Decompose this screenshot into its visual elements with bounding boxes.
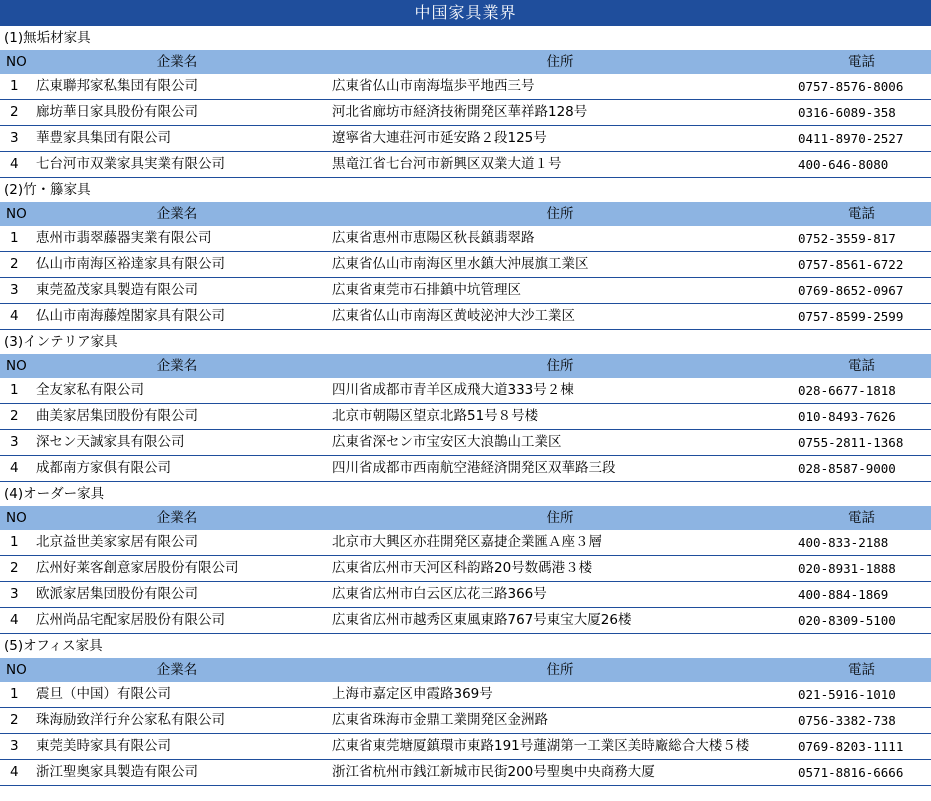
cell-no: 3: [10, 282, 19, 298]
header-address: 住所: [546, 510, 574, 526]
cell-address: 広東省東莞市石排鎮中坑管理区: [332, 282, 521, 298]
table-header: [0, 506, 931, 530]
cell-company: 欧派家居集団股份有限公司: [36, 586, 198, 602]
cell-phone: 0757-8599-2599: [798, 309, 904, 324]
table-row: [0, 100, 931, 126]
section-label: (4)オーダー家具: [0, 482, 931, 506]
cell-no: 2: [10, 256, 19, 272]
header-company: 企業名: [156, 662, 198, 678]
cell-company: 恵州市翡翠藤器実業有限公司: [36, 230, 212, 246]
cell-company: 広州好莱客創意家居股份有限公司: [36, 560, 239, 576]
cell-address: 広東省広州市白云区広花三路366号: [332, 586, 547, 602]
header-company: 企業名: [156, 206, 198, 222]
cell-no: 1: [10, 686, 19, 702]
table-row: [0, 556, 931, 582]
cell-no: 2: [10, 408, 19, 424]
cell-phone: 0752-3559-817: [798, 231, 896, 246]
cell-address: 広東省珠海市金鼎工業開発区金洲路: [332, 712, 548, 728]
cell-no: 1: [10, 382, 19, 398]
header-no: NO: [6, 510, 27, 526]
table-row: [0, 708, 931, 734]
header-address: 住所: [546, 54, 574, 70]
page-title: 中国家具業界: [0, 0, 931, 26]
cell-company: 東莞美時家具有限公司: [36, 738, 171, 754]
cell-address: 上海市嘉定区申霞路369号: [332, 686, 493, 702]
cell-no: 4: [10, 460, 19, 476]
table-row: [0, 278, 931, 304]
header-phone: 電話: [848, 358, 875, 374]
header-no: NO: [6, 206, 27, 222]
cell-phone: 020-8931-1888: [798, 561, 896, 576]
table-row: [0, 608, 931, 634]
cell-company: 広州尚品宅配家居股份有限公司: [36, 612, 225, 628]
cell-no: 2: [10, 560, 19, 576]
table-row: [0, 126, 931, 152]
section: [0, 26, 931, 178]
header-company: 企業名: [156, 358, 198, 374]
cell-address: 四川省成都市青羊区成飛大道333号２棟: [332, 382, 574, 398]
table-row: [0, 760, 931, 786]
cell-phone: 028-6677-1818: [798, 383, 896, 398]
cell-phone: 0757-8561-6722: [798, 257, 904, 272]
cell-company: 七台河市双業家具実業有限公司: [36, 156, 225, 172]
table-row: [0, 430, 931, 456]
cell-no: 4: [10, 156, 19, 172]
table-row: [0, 252, 931, 278]
cell-company: 深セン天誠家具有限公司: [36, 434, 185, 450]
cell-phone: 0769-8203-1111: [798, 739, 904, 754]
cell-no: 3: [10, 434, 19, 450]
cell-no: 2: [10, 104, 19, 120]
cell-no: 2: [10, 712, 19, 728]
cell-company: 北京益世美家家居有限公司: [36, 534, 198, 550]
cell-address: 広東省深セン市宝安区大浪鵲山工業区: [332, 434, 562, 450]
cell-address: 浙江省杭州市銭江新城市民街200号聖奥中央商務大厦: [332, 764, 655, 780]
table-row: [0, 404, 931, 430]
table-header: [0, 354, 931, 378]
cell-address: 広東省仏山市南海塩歩平地西三号: [332, 78, 535, 94]
cell-phone: 020-8309-5100: [798, 613, 896, 628]
section-label: (3)インテリア家具: [0, 330, 931, 354]
table-row: [0, 456, 931, 482]
cell-company: 曲美家居集団股份有限公司: [36, 408, 198, 424]
header-no: NO: [6, 54, 27, 70]
table-row: [0, 152, 931, 178]
section: [0, 178, 931, 330]
cell-phone: 010-8493-7626: [798, 409, 896, 424]
header-phone: 電話: [848, 206, 875, 222]
cell-address: 広東省広州市天河区科韵路20号数碼港３楼: [332, 560, 593, 576]
header-address: 住所: [546, 662, 574, 678]
cell-phone: 0316-6089-358: [798, 105, 896, 120]
header-address: 住所: [546, 358, 574, 374]
cell-phone: 028-8587-9000: [798, 461, 896, 476]
cell-phone: 400-646-8080: [798, 157, 889, 172]
section-label: (1)無垢材家具: [0, 26, 931, 50]
table-row: [0, 378, 931, 404]
cell-address: 黒竜江省七台河市新興区双業大道１号: [332, 156, 562, 172]
cell-no: 4: [10, 612, 19, 628]
cell-company: 浙江聖奥家具製造有限公司: [36, 764, 198, 780]
table-row: [0, 226, 931, 252]
cell-address: 北京市朝陽区望京北路51号８号楼: [332, 408, 539, 424]
table-header: [0, 202, 931, 226]
header-phone: 電話: [848, 54, 875, 70]
cell-company: 成都南方家俱有限公司: [36, 460, 171, 476]
cell-company: 震旦（中国）有限公司: [36, 686, 171, 702]
section: [0, 482, 931, 634]
cell-no: 3: [10, 738, 19, 754]
section: [0, 634, 931, 786]
header-address: 住所: [546, 206, 574, 222]
header-phone: 電話: [848, 662, 875, 678]
cell-address: 四川省成都市西南航空港経済開発区双華路三段: [332, 460, 616, 476]
cell-company: 華豊家具集団有限公司: [36, 130, 171, 146]
table-row: [0, 582, 931, 608]
cell-address: 北京市大興区亦荘開発区嘉捷企業匯Ａ座３層: [332, 534, 602, 550]
cell-company: 廊坊華日家具股份有限公司: [36, 104, 198, 120]
cell-no: 4: [10, 308, 19, 324]
cell-phone: 0411-8970-2527: [798, 131, 904, 146]
cell-address: 河北省廊坊市経済技術開発区華祥路128号: [332, 104, 588, 120]
cell-no: 3: [10, 130, 19, 146]
directory-table: [0, 26, 931, 786]
section: [0, 330, 931, 482]
cell-company: 全友家私有限公司: [36, 382, 144, 398]
table-row: [0, 74, 931, 100]
cell-no: 4: [10, 764, 19, 780]
cell-phone: 0769-8652-0967: [798, 283, 904, 298]
table-row: [0, 734, 931, 760]
cell-phone: 0757-8576-8006: [798, 79, 904, 94]
cell-address: 広東省仏山市南海区黄岐泌沖大沙工業区: [332, 308, 575, 324]
cell-company: 仏山市南海藤煌閣家具有限公司: [36, 308, 225, 324]
cell-no: 1: [10, 78, 19, 94]
table-header: [0, 50, 931, 74]
section-label: (5)オフィス家具: [0, 634, 931, 658]
table-row: [0, 530, 931, 556]
cell-phone: 0571-8816-6666: [798, 765, 904, 780]
cell-address: 広東省東莞塘厦鎮環市東路191号蓮湖第一工業区美時廠総合大楼５楼: [332, 738, 750, 754]
header-phone: 電話: [848, 510, 875, 526]
header-company: 企業名: [156, 510, 198, 526]
section-label: (2)竹・籐家具: [0, 178, 931, 202]
cell-address: 広東省恵州市恵陽区秋長鎮翡翠路: [332, 230, 535, 246]
cell-company: 仏山市南海区裕達家具有限公司: [36, 256, 225, 272]
cell-phone: 400-833-2188: [798, 535, 889, 550]
cell-company: 広東聯邦家私集団有限公司: [36, 78, 198, 94]
cell-company: 珠海励致洋行弁公家私有限公司: [36, 712, 225, 728]
header-company: 企業名: [156, 54, 198, 70]
header-no: NO: [6, 358, 27, 374]
cell-phone: 0755-2811-1368: [798, 435, 904, 450]
cell-phone: 400-884-1869: [798, 587, 889, 602]
cell-address: 遼寧省大連荘河市延安路２段125号: [332, 130, 547, 146]
table-row: [0, 304, 931, 330]
cell-address: 広東省広州市越秀区東風東路767号東宝大厦26楼: [332, 612, 632, 628]
header-no: NO: [6, 662, 27, 678]
table-row: [0, 682, 931, 708]
cell-phone: 0756-3382-738: [798, 713, 896, 728]
cell-no: 1: [10, 534, 19, 550]
cell-no: 3: [10, 586, 19, 602]
cell-phone: 021-5916-1010: [798, 687, 896, 702]
table-header: [0, 658, 931, 682]
cell-company: 東莞盈茂家具製造有限公司: [36, 282, 198, 298]
cell-no: 1: [10, 230, 19, 246]
cell-address: 広東省仏山市南海区里水鎮大沖展旗工業区: [332, 256, 589, 272]
